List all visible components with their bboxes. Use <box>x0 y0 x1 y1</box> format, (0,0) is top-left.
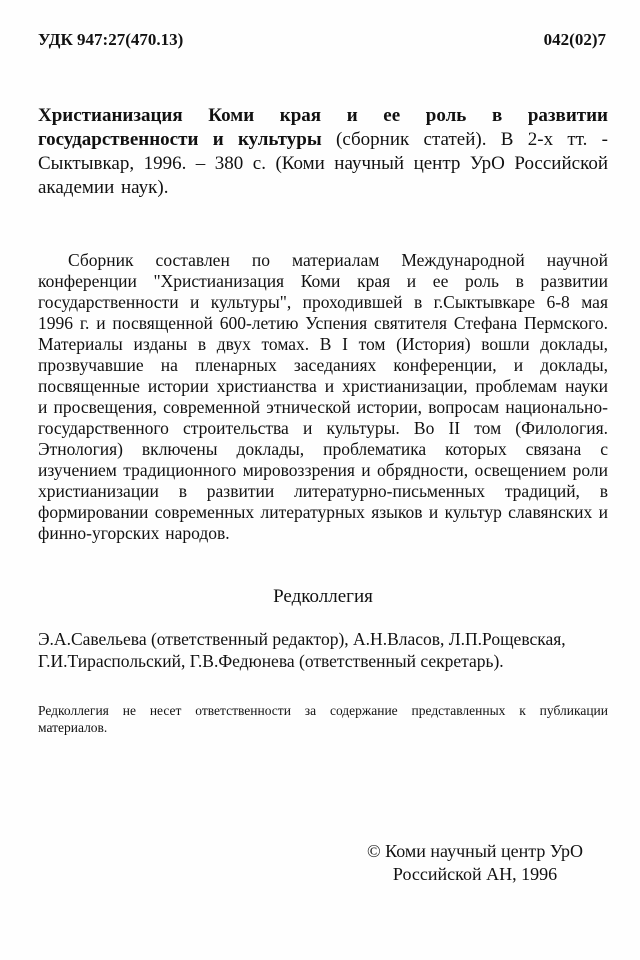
editorial-board-members: Э.А.Савельева (ответственный редактор), А.Н.Власов, Л.П.Рощевская, Г.И.Тираспольский, Г.В.Федюнева (ответственный секретарь). <box>38 629 566 671</box>
copyright-line-1: © Коми научный центр УрО <box>366 841 584 861</box>
editorial-board-heading: Редколлегия <box>273 586 373 607</box>
udk-row <box>38 30 606 50</box>
udk-number: УДК 947:27(470.13) <box>38 30 184 49</box>
bibliographic-details: (сборник статей). В 2-х тт. - Сыктывкар, 1996. – 380 с. (Коми научный центр УрО Российской академии наук). <box>38 129 609 198</box>
copyright-line-2: Российской АН, 1996 <box>392 864 558 884</box>
copyright-notice <box>330 840 620 886</box>
classification-code: 042(02)7 <box>543 30 606 49</box>
book-title: Христианизация Коми края и ее роль в развитии государственности и культуры <box>38 105 608 150</box>
disclaimer-text: Редколлегия не несет ответственности за содержание представленных к публикации материалов. <box>38 703 608 735</box>
bibliographic-entry <box>38 104 608 200</box>
abstract-paragraph: Сборник составлен по материалам Международной научной конференции "Христианизация Коми края и ее роль в развитии государственности и культуры", проходившей в г.Сыктывкаре 6-8 мая 1996 г. и посвященной 600-летию Успения святителя Стефана Пермского. Материалы изданы в двух томах. В I том (История) вошли доклады, прозвучавшие на пленарных заседаниях конференции, и доклады, посвященные истории христианства и христианизации, проблемам науки и просвещения, современной этнической истории, вопросам национально-государственного строительства и культуры. Во II том (Филология. Этнология) включены доклады, проблематика которых связана с изучением традиционного мировоззрения и обрядности, освещением роли христианизации в развитии литературно-письменных традиций, в формировании современных литературных языков и культур славянских и финно-угорских народов. <box>38 250 608 543</box>
